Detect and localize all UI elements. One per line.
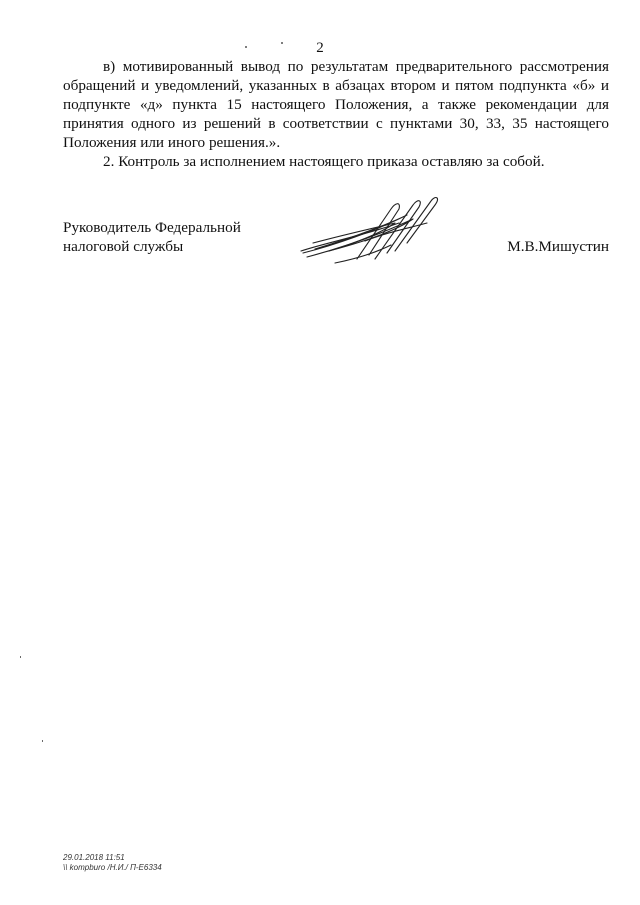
signer-title-line1: Руководитель Федеральной (63, 219, 241, 236)
signer-name: М.В.Мишустин (507, 238, 609, 255)
document-footer (63, 853, 162, 873)
scan-speck (42, 740, 43, 742)
footer-file-reference: \\ kompburo /Н.И./ П-Е6334 (63, 863, 162, 872)
signer-title (63, 218, 241, 256)
paragraph-conclusion: в) мотивированный вывод по результатам предварительного рассмотрения обращений и уведомлений, указанных в абзацах втором и пятом подпункта «б» и подпункте «д» пункта 15 настоящего Положения, а также рекомендации для принятия одного из решений в соответствии с пунктами 30, 33, 35 настоящего Положения или иного решения.». (63, 58, 609, 151)
scan-speck (20, 656, 21, 658)
scan-speck (281, 42, 283, 44)
signer-title-line2: налоговой службы (63, 238, 184, 255)
handwritten-signature-icon (295, 193, 445, 273)
footer-date: 29.01.2018 11:51 (63, 853, 125, 862)
paragraph-control: 2. Контроль за исполнением настоящего приказа оставляю за собой. (103, 153, 545, 170)
document-body (63, 57, 609, 171)
scan-speck (245, 46, 247, 48)
signature-block (63, 215, 609, 275)
page-number: 2 (316, 40, 324, 56)
